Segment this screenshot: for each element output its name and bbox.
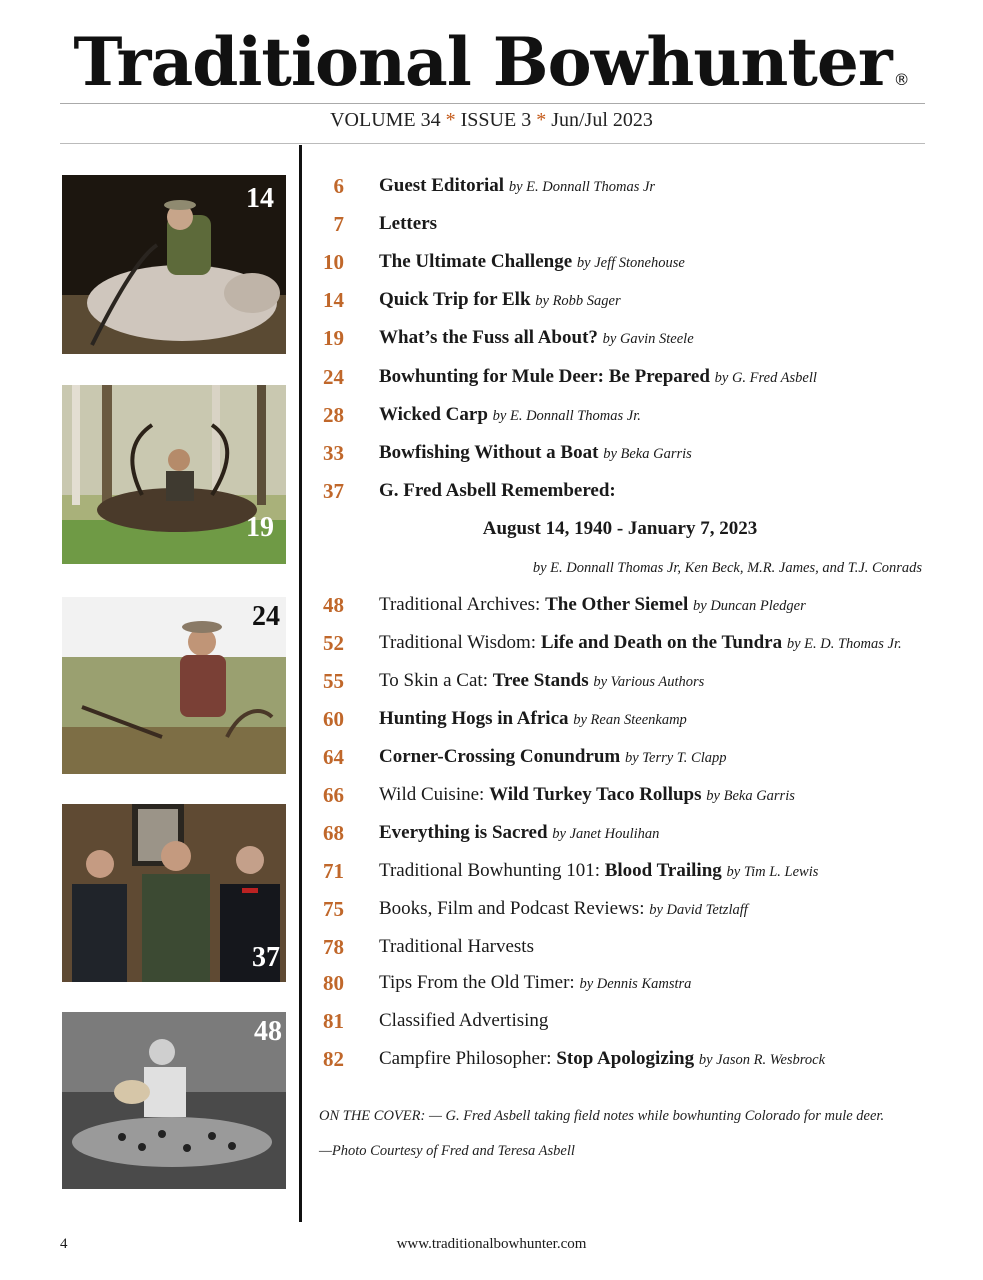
toc-row[interactable] xyxy=(310,703,930,737)
toc-page-number: 75 xyxy=(323,897,344,921)
toc-row[interactable] xyxy=(310,931,930,965)
toc-section: To Skin a Cat: xyxy=(379,670,493,691)
cover-note: ON THE COVER: — G. Fred Asbell taking field notes while bowhunting Colorado for mule deer. xyxy=(319,1108,885,1124)
issue-label: ISSUE 3 xyxy=(460,109,532,131)
toc-title: The Other Siemel xyxy=(545,594,689,615)
toc-row[interactable] xyxy=(310,284,930,318)
toc-row[interactable] xyxy=(310,817,930,851)
toc-title: Stop Apologizing xyxy=(556,1048,695,1069)
toc-page-number: 52 xyxy=(323,631,344,655)
magazine-title: Traditional Bowhunter xyxy=(73,23,892,101)
toc-row[interactable] xyxy=(310,208,930,242)
toc-byline: by Tim L. Lewis xyxy=(726,864,819,880)
toc-title: Life and Death on the Tundra xyxy=(540,632,783,653)
photo-page-number: 14 xyxy=(246,183,274,214)
toc-title: The Ultimate Challenge xyxy=(379,251,573,272)
toc-row[interactable] xyxy=(310,170,930,204)
toc-title: Bowfishing Without a Boat xyxy=(379,442,599,463)
toc-byline: by E. Donnall Thomas Jr. xyxy=(492,408,641,424)
toc-page-number: 37 xyxy=(323,479,344,503)
toc-section: Traditional Harvests xyxy=(379,936,534,957)
toc-section: Books, Film and Podcast Reviews: xyxy=(379,898,650,919)
header-rule-bottom xyxy=(60,143,925,144)
toc-page-number: 48 xyxy=(323,593,344,617)
toc-byline: by G. Fred Asbell xyxy=(714,370,817,386)
toc-row[interactable] xyxy=(310,627,930,661)
toc-page-number: 10 xyxy=(323,250,344,274)
toc-byline: by Jeff Stonehouse xyxy=(576,255,685,271)
registered-mark: ® xyxy=(893,70,910,89)
toc-page-number: 66 xyxy=(323,783,344,807)
toc-byline: by E. Donnall Thomas Jr xyxy=(508,179,656,195)
website-url[interactable]: www.traditionalbowhunter.com xyxy=(396,1236,587,1252)
toc-page-number: 80 xyxy=(323,971,344,995)
toc-row[interactable] xyxy=(310,475,930,509)
toc-row[interactable] xyxy=(310,665,930,699)
toc-row[interactable] xyxy=(310,589,930,623)
toc-section: Classified Advertising xyxy=(379,1010,549,1031)
toc-byline: by Various Authors xyxy=(593,674,705,690)
toc-byline: by David Tetzlaff xyxy=(649,902,748,918)
toc-section: Tips From the Old Timer: xyxy=(379,972,580,993)
toc-row[interactable] xyxy=(310,1005,930,1039)
toc-page-number: 71 xyxy=(323,859,344,883)
toc-row[interactable] xyxy=(310,855,930,889)
photo-three-men xyxy=(62,804,286,982)
toc-title: Hunting Hogs in Africa xyxy=(379,708,569,729)
toc-row[interactable] xyxy=(310,741,930,775)
toc-page-number: 81 xyxy=(323,1009,344,1033)
toc-row[interactable] xyxy=(310,779,930,813)
toc-page-number: 28 xyxy=(323,403,344,427)
toc-section: Campfire Philosopher: xyxy=(379,1048,557,1069)
toc-byline: by Beka Garris xyxy=(603,446,692,462)
toc-title: Tree Stands xyxy=(492,670,589,691)
toc-byline: by Duncan Pledger xyxy=(693,598,806,614)
toc-byline: by Gavin Steele xyxy=(602,331,694,347)
toc-byline: by Janet Houlihan xyxy=(552,826,660,842)
separator-star: * xyxy=(445,109,456,131)
toc-page-number: 64 xyxy=(323,745,344,769)
masthead xyxy=(0,22,983,102)
memorial-credits: by E. Donnall Thomas Jr, Ken Beck, M.R. James, and T.J. Conrads xyxy=(532,560,922,576)
toc-title: G. Fred Asbell Remembered: xyxy=(379,480,616,501)
toc-row[interactable] xyxy=(310,967,930,1001)
toc-byline: by Jason R. Wesbrock xyxy=(698,1052,826,1068)
toc-byline: by Rean Steenkamp xyxy=(573,712,687,728)
volume-label: VOLUME 34 xyxy=(330,109,441,131)
toc-page-number: 78 xyxy=(323,935,344,959)
page-number: 4 xyxy=(60,1236,68,1252)
photo-credit: —Photo Courtesy of Fred and Teresa Asbell xyxy=(319,1143,575,1159)
toc-title: Quick Trip for Elk xyxy=(379,289,531,310)
toc-page-number: 24 xyxy=(323,365,344,389)
toc-page-number: 82 xyxy=(323,1047,344,1071)
photo-hunter-with-bull-elk xyxy=(62,385,286,564)
hunter-with-jaguar-photo-icon xyxy=(62,1012,286,1189)
toc-title: Guest Editorial xyxy=(379,175,505,196)
issue-date: Jun/Jul 2023 xyxy=(551,109,653,131)
photo-hunter-with-jaguar xyxy=(62,1012,286,1189)
toc-title: Blood Trailing xyxy=(604,860,722,881)
photo-page-number: 24 xyxy=(252,601,280,632)
toc-page-number: 19 xyxy=(323,326,344,350)
toc-title: Letters xyxy=(379,213,438,234)
photo-hunter-with-mule-deer xyxy=(62,597,286,774)
issue-line xyxy=(0,109,983,132)
toc-page-number: 68 xyxy=(323,821,344,845)
toc-page-number: 60 xyxy=(323,707,344,731)
separator-star: * xyxy=(536,109,547,131)
toc-byline: by Terry T. Clapp xyxy=(624,750,727,766)
toc-section: Traditional Archives: xyxy=(379,594,546,615)
toc-title: Wicked Carp xyxy=(379,404,488,425)
photo-page-number: 19 xyxy=(246,512,274,543)
toc-byline: by E. D. Thomas Jr. xyxy=(786,636,902,652)
photo-hunter-with-elk xyxy=(62,175,286,354)
photo-page-number: 48 xyxy=(254,1016,282,1047)
toc-section: Wild Cuisine: xyxy=(379,784,490,805)
toc-row[interactable] xyxy=(310,246,930,280)
toc-title: Everything is Sacred xyxy=(379,822,548,843)
toc-title: Corner-Crossing Conundrum xyxy=(379,746,621,767)
toc-title: Wild Turkey Taco Rollups xyxy=(489,784,702,805)
toc-title: What’s the Fuss all About? xyxy=(379,327,598,348)
toc-row[interactable] xyxy=(310,1043,930,1077)
memorial-dates: August 14, 1940 - January 7, 2023 xyxy=(482,518,758,539)
toc-row[interactable] xyxy=(310,437,930,471)
toc-row[interactable] xyxy=(310,399,930,433)
toc-page-number: 14 xyxy=(323,288,344,312)
header-rule xyxy=(60,103,925,104)
toc-section: Traditional Bowhunting 101: xyxy=(379,860,605,881)
toc-row[interactable] xyxy=(310,893,930,927)
toc-row[interactable] xyxy=(310,361,930,395)
column-divider xyxy=(299,145,302,1222)
photo-page-number: 37 xyxy=(252,942,280,973)
toc-section: Traditional Wisdom: xyxy=(379,632,541,653)
toc-byline: by Robb Sager xyxy=(535,293,621,309)
toc-page-number: 55 xyxy=(323,669,344,693)
toc-page-number: 7 xyxy=(333,212,344,236)
toc-byline: by Dennis Kamstra xyxy=(579,976,692,992)
toc-row[interactable] xyxy=(310,322,930,356)
toc-page-number: 6 xyxy=(333,174,344,198)
toc-page-number: 33 xyxy=(323,441,344,465)
toc-title: Bowhunting for Mule Deer: Be Prepared xyxy=(379,366,710,387)
toc-byline: by Beka Garris xyxy=(706,788,795,804)
